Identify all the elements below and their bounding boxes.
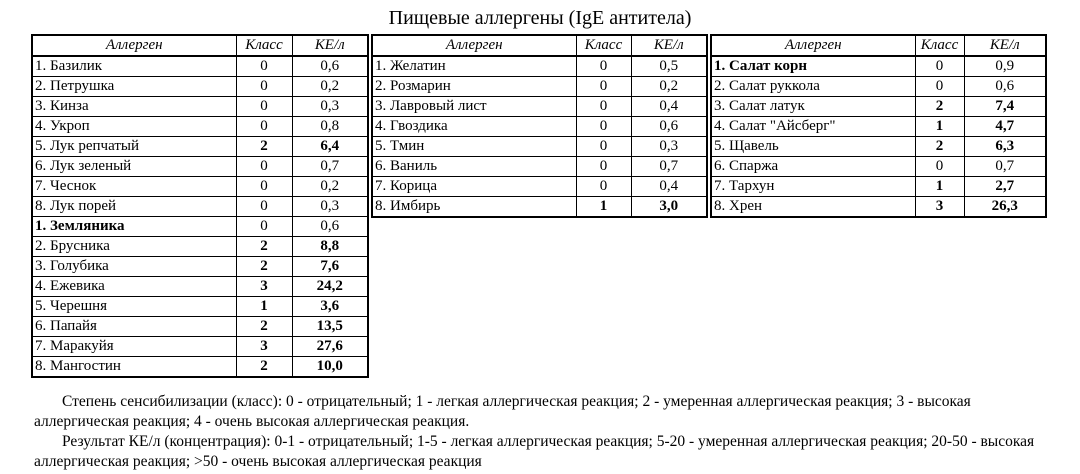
ke-value-cell: 0,4 — [631, 177, 707, 197]
allergen-name-cell: 6. Спаржа — [711, 157, 915, 177]
class-scale-note: Степень сенсибилизации (класс): 0 - отрицательный; 1 - легкая аллергическая реакция; 2 - умеренная аллергическая реакция; 3 - высокая аллергическая реакция; 4 - очень высокая аллергическая реакция. — [34, 393, 971, 430]
table-row — [32, 337, 368, 357]
table-row — [711, 117, 1046, 137]
allergen-table-3 — [710, 34, 1047, 218]
class-cell: 0 — [576, 157, 631, 177]
ke-value-cell: 0,2 — [292, 77, 368, 97]
ke-value-cell: 4,7 — [964, 117, 1046, 137]
allergen-name-cell: 1. Желатин — [372, 56, 576, 77]
class-cell: 3 — [236, 337, 292, 357]
table-row — [32, 56, 368, 77]
allergen-name-cell: 8. Хрен — [711, 197, 915, 218]
ke-value-cell: 0,9 — [964, 56, 1046, 77]
class-cell: 1 — [236, 297, 292, 317]
header-ke: КЕ/л — [631, 35, 707, 56]
ke-value-cell: 0,7 — [631, 157, 707, 177]
allergen-name-cell: 5. Лук репчатый — [32, 137, 236, 157]
ke-scale-note: Результат КЕ/л (концентрация): 0-1 - отрицательный; 1-5 - легкая аллергическая реакция; 5-20 - умеренная аллергическая реакция; 20-50 - высокая аллергическая реакция; >50 - очень высокая аллергическая реакция — [34, 433, 1035, 470]
header-class: Класс — [236, 35, 292, 56]
allergen-name-cell: 6. Папайя — [32, 317, 236, 337]
table-row — [32, 177, 368, 197]
table-row — [32, 97, 368, 117]
table-row — [711, 56, 1046, 77]
class-cell: 0 — [236, 177, 292, 197]
class-cell: 2 — [915, 137, 964, 157]
table-row — [372, 56, 707, 77]
ke-value-cell: 6,4 — [292, 137, 368, 157]
ke-value-cell: 0,7 — [964, 157, 1046, 177]
table-row — [32, 217, 368, 237]
allergen-name-cell: 3. Лавровый лист — [372, 97, 576, 117]
class-cell: 2 — [236, 237, 292, 257]
header-class: Класс — [576, 35, 631, 56]
table-row — [372, 157, 707, 177]
header-class: Класс — [915, 35, 964, 56]
class-cell: 0 — [236, 117, 292, 137]
allergen-name-cell: 7. Тархун — [711, 177, 915, 197]
allergen-name-cell: 3. Голубика — [32, 257, 236, 277]
ke-value-cell: 6,3 — [964, 137, 1046, 157]
class-cell: 1 — [915, 117, 964, 137]
ke-value-cell: 26,3 — [964, 197, 1046, 218]
allergen-name-cell: 6. Ваниль — [372, 157, 576, 177]
table-row — [711, 77, 1046, 97]
ke-value-cell: 0,2 — [631, 77, 707, 97]
ke-value-cell: 0,4 — [631, 97, 707, 117]
class-cell: 0 — [576, 77, 631, 97]
allergen-name-cell: 8. Мангостин — [32, 357, 236, 378]
table-header-row — [372, 35, 707, 56]
allergen-name-cell: 8. Лук порей — [32, 197, 236, 217]
ke-value-cell: 0,3 — [631, 137, 707, 157]
class-cell: 0 — [236, 197, 292, 217]
table-row — [711, 177, 1046, 197]
class-cell: 2 — [236, 137, 292, 157]
allergen-name-cell: 4. Ежевика — [32, 277, 236, 297]
ke-value-cell: 7,6 — [292, 257, 368, 277]
ke-value-cell: 0,5 — [631, 56, 707, 77]
ke-value-cell: 0,7 — [292, 157, 368, 177]
allergen-name-cell: 2. Салат руккола — [711, 77, 915, 97]
table-row — [32, 117, 368, 137]
class-cell: 3 — [915, 197, 964, 218]
allergen-name-cell: 7. Чеснок — [32, 177, 236, 197]
table-row — [711, 137, 1046, 157]
table-row — [372, 117, 707, 137]
allergen-name-cell: 4. Укроп — [32, 117, 236, 137]
allergen-name-cell: 3. Кинза — [32, 97, 236, 117]
class-cell: 2 — [236, 357, 292, 378]
class-cell: 0 — [576, 117, 631, 137]
header-ke: КЕ/л — [292, 35, 368, 56]
allergen-name-cell: 1. Земляника — [32, 217, 236, 237]
ke-value-cell: 3,0 — [631, 197, 707, 218]
class-cell: 2 — [236, 317, 292, 337]
ke-value-cell: 0,6 — [292, 56, 368, 77]
ke-value-cell: 0,6 — [964, 77, 1046, 97]
allergen-name-cell: 1. Салат корн — [711, 56, 915, 77]
table-row — [711, 157, 1046, 177]
table-row — [372, 137, 707, 157]
ke-value-cell: 8,8 — [292, 237, 368, 257]
table-row — [711, 197, 1046, 218]
table-row — [32, 297, 368, 317]
class-cell: 2 — [236, 257, 292, 277]
class-cell: 0 — [915, 157, 964, 177]
table-row — [372, 177, 707, 197]
ke-value-cell: 7,4 — [964, 97, 1046, 117]
allergen-name-cell: 5. Щавель — [711, 137, 915, 157]
ke-value-cell: 2,7 — [964, 177, 1046, 197]
allergen-name-cell: 1. Базилик — [32, 56, 236, 77]
header-allergen: Аллерген — [711, 35, 915, 56]
ke-value-cell: 0,2 — [292, 177, 368, 197]
class-cell: 0 — [576, 137, 631, 157]
allergen-name-cell: 2. Брусника — [32, 237, 236, 257]
table-row — [372, 77, 707, 97]
class-cell: 0 — [236, 97, 292, 117]
allergen-table-1 — [31, 34, 369, 378]
class-cell: 0 — [576, 56, 631, 77]
allergen-name-cell: 3. Салат латук — [711, 97, 915, 117]
table-row — [711, 97, 1046, 117]
allergen-name-cell: 2. Петрушка — [32, 77, 236, 97]
ke-value-cell: 0,3 — [292, 97, 368, 117]
table-row — [372, 197, 707, 218]
table-row — [32, 137, 368, 157]
class-cell: 1 — [915, 177, 964, 197]
page-title: Пищевые аллергены (IgE антитела) — [388, 7, 692, 29]
allergen-name-cell: 5. Черешня — [32, 297, 236, 317]
table-row — [32, 157, 368, 177]
class-cell: 0 — [576, 177, 631, 197]
allergen-name-cell: 6. Лук зеленый — [32, 157, 236, 177]
class-cell: 0 — [236, 217, 292, 237]
ke-value-cell: 13,5 — [292, 317, 368, 337]
table-row — [32, 317, 368, 337]
allergen-name-cell: 7. Маракуйя — [32, 337, 236, 357]
table-row — [32, 237, 368, 257]
ke-value-cell: 27,6 — [292, 337, 368, 357]
table-row — [372, 97, 707, 117]
ke-value-cell: 0,6 — [292, 217, 368, 237]
ke-value-cell: 0,8 — [292, 117, 368, 137]
table-row — [32, 277, 368, 297]
ke-value-cell: 0,3 — [292, 197, 368, 217]
table-row — [32, 77, 368, 97]
class-cell: 3 — [236, 277, 292, 297]
header-allergen: Аллерген — [32, 35, 236, 56]
allergen-name-cell: 7. Корица — [372, 177, 576, 197]
class-cell: 2 — [915, 97, 964, 117]
table-row — [32, 257, 368, 277]
ke-value-cell: 3,6 — [292, 297, 368, 317]
header-ke: КЕ/л — [964, 35, 1046, 56]
allergen-name-cell: 4. Гвоздика — [372, 117, 576, 137]
ke-value-cell: 24,2 — [292, 277, 368, 297]
class-cell: 0 — [915, 56, 964, 77]
table-header-row — [32, 35, 368, 56]
table-header-row — [711, 35, 1046, 56]
class-cell: 1 — [576, 197, 631, 218]
class-cell: 0 — [236, 77, 292, 97]
table-row — [32, 197, 368, 217]
header-allergen: Аллерген — [372, 35, 576, 56]
ke-value-cell: 0,6 — [631, 117, 707, 137]
allergen-name-cell: 5. Тмин — [372, 137, 576, 157]
class-cell: 0 — [236, 56, 292, 77]
table-row — [32, 357, 368, 378]
allergen-name-cell: 2. Розмарин — [372, 77, 576, 97]
ke-value-cell: 10,0 — [292, 357, 368, 378]
allergen-name-cell: 8. Имбирь — [372, 197, 576, 218]
class-cell: 0 — [915, 77, 964, 97]
class-cell: 0 — [236, 157, 292, 177]
allergen-table-2 — [371, 34, 708, 218]
class-cell: 0 — [576, 97, 631, 117]
allergen-name-cell: 4. Салат "Айсберг" — [711, 117, 915, 137]
